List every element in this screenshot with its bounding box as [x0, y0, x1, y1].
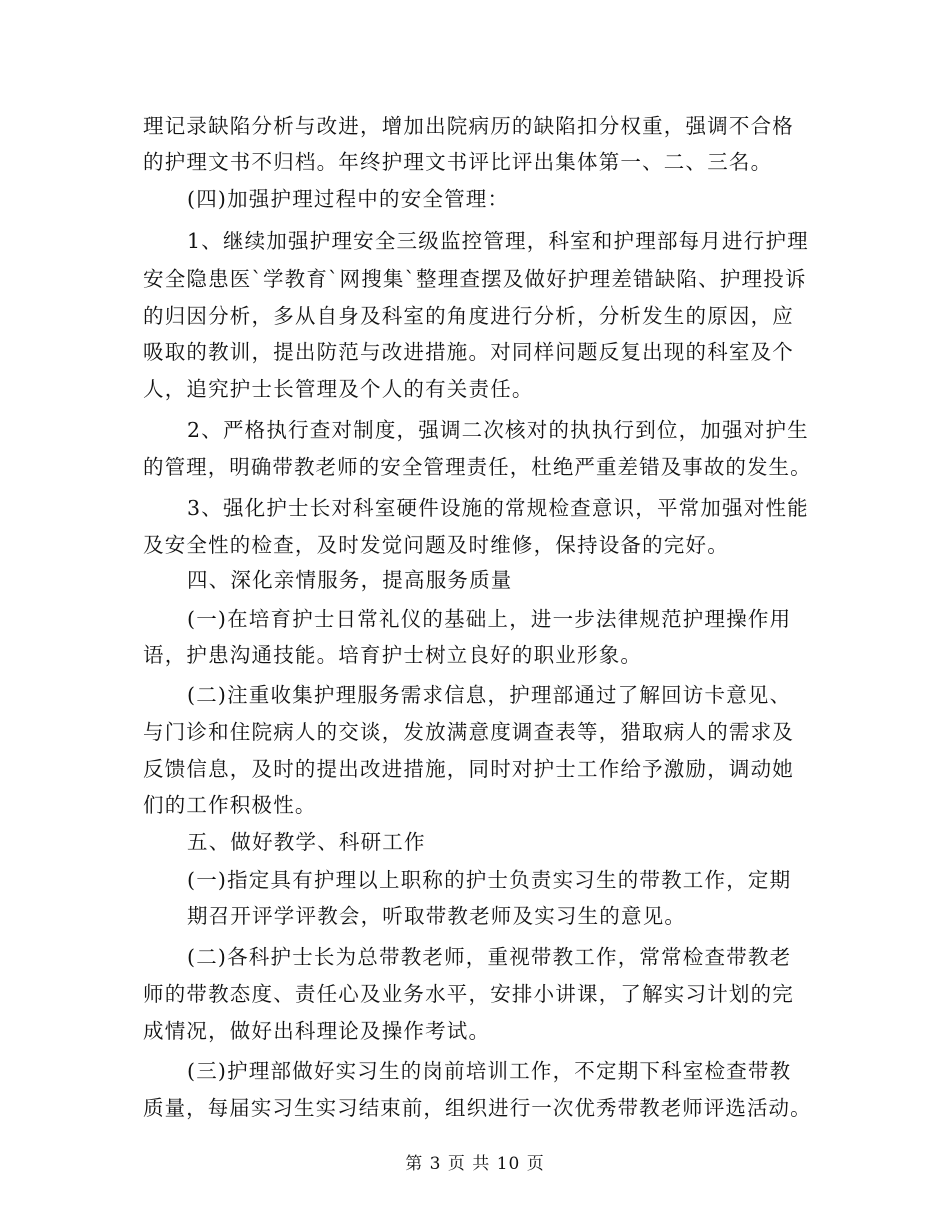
text-line-22: 期召开评学评教会，听取带教老师及实习生的意见。	[187, 904, 687, 928]
text-line-4: 1、继续加强护理安全三级监控管理，科室和护理部每月进行护理	[187, 229, 809, 253]
text-line-24: 师的带教态度、责任心及业务水平，安排小讲课，了解实习计划的完	[143, 982, 794, 1006]
page-number-footer: 第 3 页 共 10 页	[405, 1154, 545, 1174]
text-line-21: (一)指定具有护理以上职称的护士负责实习生的带教工作，定期	[187, 868, 792, 892]
section-heading-four: 四、深化亲情服务，提高服务质量	[187, 568, 513, 592]
text-line-27: 质量，每届实习生实习结束前，组织进行一次优秀带教老师评选活动。	[143, 1096, 812, 1120]
text-line-26: (三)护理部做好实习生的岗前培训工作，不定期下科室检查带教	[187, 1059, 792, 1083]
section-heading-five: 五、做好教学、科研工作	[187, 830, 426, 854]
text-line-16: (二)注重收集护理服务需求信息，护理部通过了解回访卡意见、	[187, 683, 792, 707]
text-line-11: 3、强化护士长对科室硬件设施的常规检查意识，平常加强对性能	[187, 496, 809, 520]
text-line-14: (一)在培育护士日常礼仪的基础上，进一步法律规范护理操作用	[187, 607, 792, 631]
text-line-19: 们的工作积极性。	[143, 793, 317, 817]
text-line-1: 理记录缺陷分析与改进，增加出院病历的缺陷扣分权重，强调不合格	[143, 114, 794, 138]
text-line-9: 2、严格执行查对制度，强调二次核对的执执行到位，加强对护生	[187, 418, 809, 442]
text-line-6: 的归因分析，多从自身及科室的角度进行分析，分析发生的原因，应	[143, 304, 794, 328]
section-heading-4: (四)加强护理过程中的安全管理：	[187, 187, 510, 211]
text-line-17: 与门诊和住院病人的交谈，发放满意度调查表等，猎取病人的需求及	[143, 720, 794, 744]
text-line-8: 人，追究护士长管理及个人的有关责任。	[143, 377, 534, 401]
text-line-25: 成情况，做好出科理论及操作考试。	[143, 1019, 491, 1043]
text-line-2: 的护理文书不归档。年终护理文书评比评出集体第一、二、三名。	[143, 150, 773, 174]
text-line-5: 安全隐患医`学教育`网搜集`整理查摆及做好护理差错缺陷、护理投诉	[143, 267, 807, 291]
text-line-7: 吸取的教训，提出防范与改进措施。对同样问题反复出现的科室及个	[143, 340, 794, 364]
text-line-12: 及安全性的检查，及时发觉问题及时维修，保持设备的完好。	[143, 533, 729, 557]
text-line-23: (二)各科护士长为总带教老师，重视带教工作，常常检查带教老	[187, 945, 792, 969]
text-line-10: 的管理，明确带教老师的安全管理责任，杜绝严重差错及事故的发生。	[143, 455, 812, 479]
text-line-18: 反馈信息，及时的提出改进措施，同时对护士工作给予激励，调动她	[143, 757, 794, 781]
text-line-15: 语，护患沟通技能。培育护士树立良好的职业形象。	[143, 643, 643, 667]
